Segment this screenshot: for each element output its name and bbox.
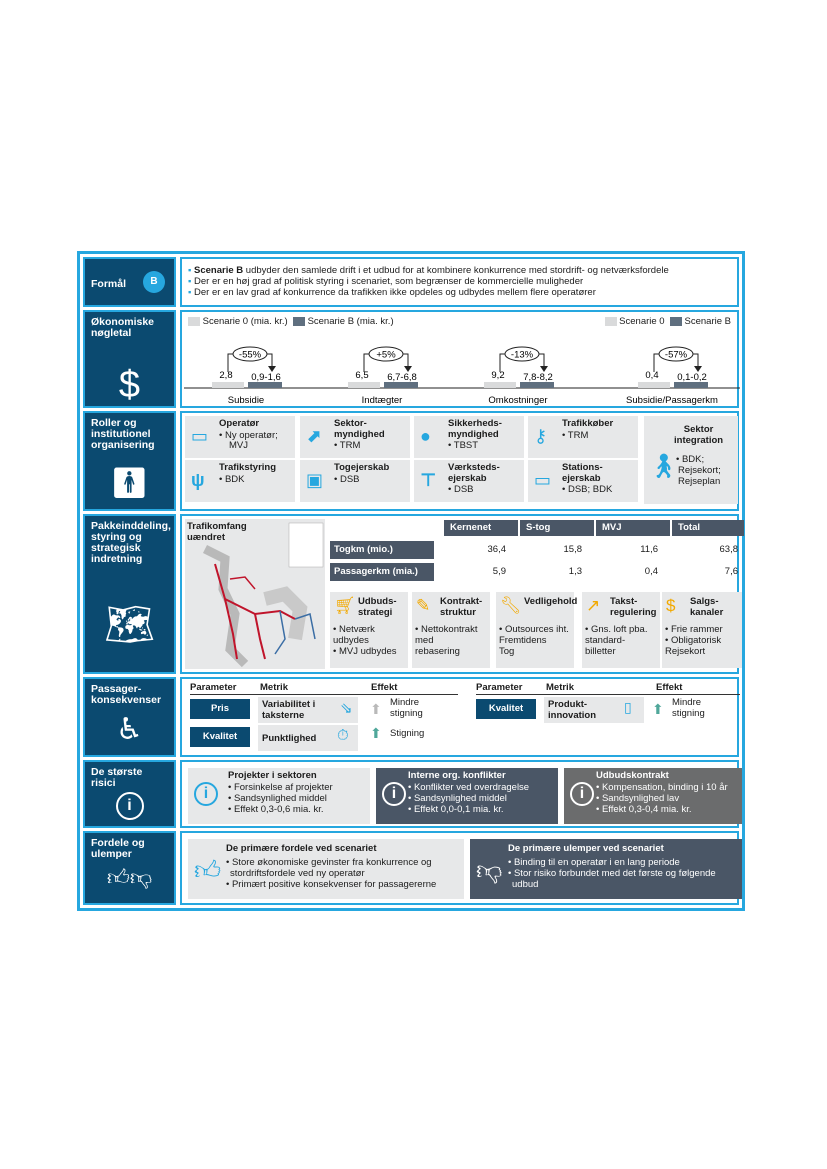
info-icon: i	[570, 782, 594, 806]
value-scenarioB: 7,8-8,2	[523, 372, 553, 383]
role-item: MVJ	[229, 440, 248, 451]
left-header-effekt: Effekt	[371, 682, 398, 693]
wheelchair-icon: ♿︎	[116, 713, 143, 746]
risk-item: • Kompensation, binding i 10 år	[596, 782, 728, 793]
effect-mindre-stigning: Mindre stigning	[390, 697, 423, 719]
risk-item: • Sandsynlighed lav	[596, 793, 680, 804]
category-label: Indtægter	[361, 395, 403, 406]
risk-item: • Forsinkelse af projekter	[228, 782, 333, 793]
effect-stigning: Stigning	[390, 728, 425, 739]
bar-scenario0	[484, 382, 516, 388]
role-tile	[528, 416, 638, 458]
role-item: • DSB	[448, 484, 474, 495]
strategy-items: • Netværk udbydes • MVJ udbydes	[333, 624, 397, 657]
pros-cons-content	[180, 831, 739, 905]
right-header-effekt: Effekt	[656, 682, 683, 693]
roles-row	[83, 411, 739, 511]
cons-title: De primære ulemper ved scenariet	[508, 843, 664, 854]
role-item: • BDK	[219, 474, 245, 485]
table-header-kernenet: Kernenet	[444, 520, 518, 536]
change-label: -13%	[510, 349, 534, 361]
economics-sidebar	[83, 310, 176, 408]
legend-left: Scenarie 0 (mia. kr.) Scenarie B (mia. kr.)	[188, 316, 394, 327]
pro-item: • Store økonomiske gevinster fra konkurrence og	[226, 857, 432, 868]
passagerkm-kernenet: 5,9	[492, 566, 506, 577]
package-row	[83, 514, 739, 674]
stopwatch-icon: ⏱︎	[337, 727, 349, 744]
person-figure-icon: 🚹︎	[110, 467, 149, 500]
legend-swatch-scenario0	[188, 317, 200, 326]
metric-produktinnovation: Produkt- innovation	[544, 697, 644, 723]
risk-item: • Effekt 0,3-0,4 mia. kr.	[596, 804, 692, 815]
change-label: -57%	[664, 349, 688, 361]
scenario-b-summary-frame	[77, 251, 745, 911]
wrench-icon: 🔧︎	[500, 596, 522, 615]
bar-scenario0	[638, 382, 670, 388]
role-tile	[185, 460, 295, 502]
value-scenarioB: 0,1-0,2	[677, 372, 707, 383]
strategy-items: • Gns. loft pba. standard- billetter	[585, 624, 648, 657]
param-pris: Pris	[190, 699, 250, 719]
purpose-line-2: ▪ Der er en høj grad af politisk styring i scenariet, som begrænser de kommercielle muligheder	[188, 276, 584, 287]
pro-item: stordriftsfordele ved ny operatør	[230, 868, 365, 879]
risk-title-internal: Interne org. konflikter	[408, 770, 506, 781]
passenger-label: Passager- konsekvenser	[91, 683, 162, 706]
role-item: • TRM	[334, 440, 361, 451]
right-header-parameter: Parameter	[476, 682, 523, 693]
economics-label: Økonomiske nøgletal	[91, 316, 155, 339]
legend-swatch-scenario0-right	[605, 317, 617, 326]
table-row-passagerkm-label: Passagerkm (mia.)	[330, 563, 434, 581]
price-tag-icon: ⇘	[340, 700, 353, 717]
table-header-mvj: MVJ	[596, 520, 670, 536]
map-tile	[185, 519, 325, 669]
change-label: +5%	[376, 349, 396, 361]
arrow-up-green-icon-right: ⬆	[652, 701, 664, 717]
left-header-divider	[190, 694, 458, 695]
pros-box	[188, 839, 464, 899]
metric-punktlighed: Punktlighed	[258, 725, 358, 751]
roles-content	[180, 411, 739, 511]
risk-item: • Sandsynlighed middel	[228, 793, 327, 804]
economics-chart	[182, 330, 744, 406]
roles-label: Roller og institutionel organisering	[91, 417, 155, 451]
table-header-stog: S-tog	[520, 520, 594, 536]
cart-icon: 🛒︎	[334, 596, 356, 615]
effect-mindre-stigning-right: Mindre stigning	[672, 697, 705, 719]
role-title: Trafikstyring	[219, 462, 277, 473]
metric-variabilitet: Variabilitet i taksterne	[258, 697, 358, 723]
role-item: • Ny operatør;	[219, 430, 278, 441]
economics-content	[180, 310, 739, 408]
risk-item: • Konflikter ved overdragelse	[408, 782, 530, 793]
key-icon: ⚷	[534, 426, 548, 446]
pros-title: De primære fordele ved scenariet	[226, 843, 377, 854]
station-icon: ▭	[534, 470, 552, 490]
value-scenario0: 2,8	[219, 370, 233, 381]
strategy-title: Udbuds- strategi	[358, 596, 397, 618]
price-chart-icon: ↗	[586, 596, 601, 615]
passagerkm-total: 7,6	[724, 566, 738, 577]
role-title: Trafikkøber	[562, 418, 614, 429]
role-title: Værksteds- ejerskab	[448, 462, 500, 484]
strategy-tile	[330, 592, 408, 668]
strategy-title: Vedligehold	[524, 596, 578, 607]
role-title: Sektor- myndighed	[334, 418, 385, 440]
table-row-togkm-label: Togkm (mio.)	[330, 541, 434, 559]
strategy-tile	[496, 592, 578, 668]
sector-integration-item-3: Rejseplan	[678, 476, 721, 487]
category-label: Subsidie/Passagerkm	[626, 395, 718, 406]
risk-item: • Effekt 0,3-0,6 mia. kr.	[228, 804, 324, 815]
risk-item: • Effekt 0,0-0,1 mia. kr.	[408, 804, 504, 815]
railway-map	[185, 519, 325, 669]
purpose-label: Formål	[91, 278, 127, 290]
risks-row	[83, 760, 739, 828]
mobile-icon: ▯	[624, 699, 632, 715]
person-icon: ●	[420, 426, 431, 446]
paint-roller-icon: ⊤	[420, 470, 437, 490]
risks-label: De største risici	[91, 766, 143, 789]
role-item: • TRM	[562, 430, 589, 441]
map-title: Trafikomfang uændret	[187, 521, 247, 543]
legend-swatch-scenarioB-right	[670, 317, 682, 326]
change-label: -55%	[238, 349, 262, 361]
package-content	[180, 514, 739, 674]
package-label: Pakkeinddeling, styring og strategisk indretning	[91, 520, 171, 565]
value-scenario0: 0,4	[645, 370, 659, 381]
strategy-items: • Frie rammer • Obligatorisk Rejsekort	[665, 624, 723, 657]
value-scenario0: 6,5	[355, 370, 369, 381]
risk-item: • Sandsynlighed middel	[408, 793, 507, 804]
role-title: Operatør	[219, 418, 260, 429]
param-kvalitet: Kvalitet	[190, 727, 250, 747]
legend-swatch-scenarioB	[293, 317, 305, 326]
risk-box-projects	[188, 768, 370, 824]
role-tile	[528, 460, 638, 502]
role-tile	[185, 416, 295, 458]
purpose-line-1: ▪ Scenarie B udbyder den samlede drift i et udbud for at kombinere konkurrence med stordrift- og netværksfordele	[188, 265, 669, 276]
legend-right: Scenarie 0 Scenarie B	[605, 316, 731, 327]
role-tile	[414, 460, 524, 502]
left-header-parameter: Parameter	[190, 682, 237, 693]
role-title: Stations- ejerskab	[562, 462, 603, 484]
arrow-up-green-icon: ⬆	[370, 725, 382, 741]
con-item: • Binding til en operatør i en lang periode	[508, 857, 680, 868]
role-item: • TBST	[448, 440, 479, 451]
right-header-metrik: Metrik	[546, 682, 574, 693]
strategy-title: Salgs- kanaler	[690, 596, 724, 618]
sector-integration-tile	[644, 416, 738, 504]
pros-cons-row	[83, 831, 739, 905]
purpose-sidebar	[83, 257, 176, 307]
arrow-up-grey-icon: ⬆	[370, 701, 382, 717]
table-header-total: Total	[672, 520, 744, 536]
purpose-line-3: ▪ Der er en lav grad af konkurrence da trafikken ikke opdeles og udbydes mellem flere operatører	[188, 287, 596, 298]
sector-integration-title: Sektor integration	[674, 424, 724, 446]
info-icon: i	[194, 782, 218, 806]
strategy-title: Kontrakt- struktur	[440, 596, 483, 618]
strategy-items: • Outsources iht. Fremtidens Tog	[499, 624, 569, 657]
scenario-badge: B	[143, 271, 165, 293]
roles-sidebar	[83, 411, 176, 511]
info-icon: i	[382, 782, 406, 806]
category-label: Omkostninger	[488, 395, 548, 406]
risks-content	[180, 760, 739, 828]
train-icon: ▭	[191, 426, 209, 446]
thumbs-up-down-icon: 👍︎👎︎	[106, 865, 153, 890]
togkm-total: 63,8	[719, 544, 738, 555]
value-scenarioB: 0,9-1,6	[251, 372, 281, 383]
strategy-title: Takst- regulering	[610, 596, 657, 618]
role-tile	[414, 416, 524, 458]
risk-box-internal	[376, 768, 558, 824]
cons-box	[470, 839, 742, 899]
togkm-mvj: 11,6	[640, 544, 658, 555]
passagerkm-mvj: 0,4	[644, 566, 658, 577]
pros-cons-label: Fordele og ulemper	[91, 837, 145, 860]
role-tile	[300, 460, 410, 502]
value-scenarioB: 6,7-6,8	[387, 372, 417, 383]
pro-item: • Primært positive konsekvenser for passagererne	[226, 879, 437, 890]
con-item: • Stor risiko forbundet med det første og følgende	[508, 868, 716, 879]
role-title: Togejerskab	[334, 462, 390, 473]
con-item: udbud	[512, 879, 539, 890]
risk-title-projects: Projekter i sektoren	[228, 770, 317, 781]
sector-integration-item-2: Rejsekort;	[678, 465, 721, 476]
pointer-icon: ⬈	[306, 426, 322, 446]
strategy-items: • Nettokontrakt med rebasering	[415, 624, 478, 657]
dollar-icon: $	[118, 364, 141, 406]
strategy-tile	[662, 592, 742, 668]
economics-row	[83, 310, 739, 408]
risk-box-contract	[564, 768, 742, 824]
passenger-row	[83, 677, 739, 757]
risk-title-contract: Udbudskontrakt	[596, 770, 669, 781]
togkm-kernenet: 36,4	[487, 544, 506, 555]
role-item: • DSB; BDK	[562, 484, 613, 495]
pros-cons-sidebar	[83, 831, 176, 905]
togkm-stog: 15,8	[563, 544, 582, 555]
person-icon: 🚶︎	[648, 453, 679, 480]
passagerkm-stog: 1,3	[568, 566, 582, 577]
purpose-row	[83, 257, 739, 307]
thumbs-up-icon: 👍︎	[194, 855, 222, 885]
strategy-tile	[412, 592, 490, 668]
value-scenario0: 9,2	[491, 370, 505, 381]
contract-icon: ✎	[416, 596, 431, 615]
sector-integration-item-1: • BDK;	[676, 454, 705, 465]
passenger-content	[180, 677, 739, 757]
role-tile	[300, 416, 410, 458]
right-header-divider	[476, 694, 740, 695]
dollar-card-icon: $	[666, 596, 676, 615]
left-header-metrik: Metrik	[260, 682, 288, 693]
thumbs-down-icon: 👎︎	[476, 855, 503, 885]
purpose-content	[180, 257, 739, 307]
package-sidebar	[83, 514, 176, 674]
bar-scenario0	[212, 382, 244, 388]
info-icon: i	[85, 784, 174, 820]
train-front-icon: ▣	[306, 470, 324, 490]
antenna-icon: ψ	[191, 470, 205, 490]
role-item: • DSB	[334, 474, 360, 485]
param-kvalitet-right: Kvalitet	[476, 699, 536, 719]
passenger-sidebar	[83, 677, 176, 757]
bar-scenario0	[348, 382, 380, 388]
category-label: Subsidie	[227, 395, 265, 406]
role-title: Sikkerheds- myndighed	[448, 418, 502, 440]
strategy-tile	[582, 592, 660, 668]
denmark-map-icon: 🗺︎	[104, 603, 155, 647]
risks-sidebar	[83, 760, 176, 828]
